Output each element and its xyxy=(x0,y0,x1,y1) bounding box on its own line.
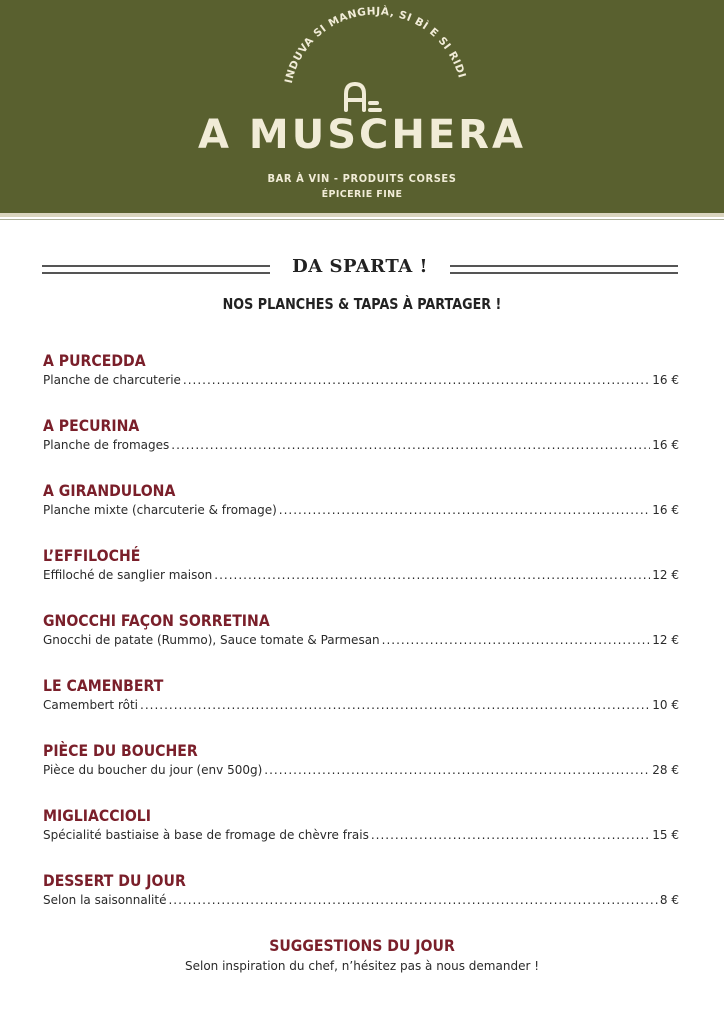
right-double-rule xyxy=(450,265,678,274)
item-name: LE CAMENBERT xyxy=(43,676,164,695)
item-price: 28 € xyxy=(652,763,679,777)
dot-leader xyxy=(171,437,650,453)
item-price: 16 € xyxy=(652,438,679,452)
item-price: 8 € xyxy=(659,893,679,907)
A-monogram-icon xyxy=(346,84,380,110)
section-heading xyxy=(42,256,678,282)
item-price: 16 € xyxy=(652,503,679,517)
suggestions-title: SUGGESTIONS DU JOUR xyxy=(269,936,455,955)
logo-arc-text: INDUVA SI MANGHJÀ, SI BÌ E SI RIDI xyxy=(282,5,468,85)
dot-leader xyxy=(214,567,650,583)
item-price: 15 € xyxy=(652,828,679,842)
item-name: A PECURINA xyxy=(43,416,140,435)
dot-leader xyxy=(183,372,650,388)
header-divider-thin xyxy=(0,219,724,220)
header-banner xyxy=(0,0,724,213)
section-title: DA SPARTA ! xyxy=(292,256,428,277)
item-description: Planche mixte (charcuterie & fromage) xyxy=(43,503,277,517)
item-name: GNOCCHI FAÇON SORRETINA xyxy=(43,611,270,630)
brand-name: A MUSCHERA xyxy=(198,112,526,158)
dot-leader xyxy=(371,827,650,843)
item-price: 10 € xyxy=(652,698,679,712)
item-name: L’EFFILOCHÉ xyxy=(43,546,141,565)
menu-list xyxy=(43,351,679,936)
menu-item xyxy=(43,416,679,481)
item-description: Selon la saisonnalité xyxy=(43,893,167,907)
item-description: Pièce du boucher du jour (env 500g) xyxy=(43,763,263,777)
menu-item xyxy=(43,806,679,871)
section-subtitle: NOS PLANCHES & TAPAS À PARTAGER ! xyxy=(222,295,502,313)
item-name: A PURCEDDA xyxy=(43,351,146,370)
brand-subtitle-2: ÉPICERIE FINE xyxy=(321,189,403,200)
menu-item xyxy=(43,676,679,741)
item-name: PIÈCE DU BOUCHER xyxy=(43,741,198,760)
item-description: Gnocchi de patate (Rummo), Sauce tomate & Parmesan xyxy=(43,633,380,647)
dot-leader xyxy=(382,632,651,648)
item-price: 16 € xyxy=(652,373,679,387)
header-divider xyxy=(0,213,724,217)
dot-leader xyxy=(264,762,650,778)
menu-item xyxy=(43,481,679,546)
menu-item xyxy=(43,351,679,416)
item-description: Planche de charcuterie xyxy=(43,373,181,387)
dot-leader xyxy=(279,502,651,518)
item-name: MIGLIACCIOLI xyxy=(43,806,152,825)
menu-item xyxy=(43,871,679,936)
suggestions-text: Selon inspiration du chef, n’hésitez pas à nous demander ! xyxy=(184,959,540,973)
item-price: 12 € xyxy=(652,633,679,647)
dot-leader xyxy=(168,892,657,908)
item-description: Planche de fromages xyxy=(43,438,170,452)
item-description: Camembert rôti xyxy=(43,698,138,712)
item-description: Spécialité bastiaise à base de fromage de chèvre frais xyxy=(43,828,369,842)
item-name: DESSERT DU JOUR xyxy=(43,871,186,890)
dot-leader xyxy=(140,697,650,713)
item-price: 12 € xyxy=(652,568,679,582)
item-description: Effiloché de sanglier maison xyxy=(43,568,213,582)
menu-item xyxy=(43,546,679,611)
item-name: A GIRANDULONA xyxy=(43,481,176,500)
menu-item xyxy=(43,611,679,676)
brand-subtitle: BAR À VIN - PRODUITS CORSES xyxy=(267,172,457,185)
menu-item xyxy=(43,741,679,806)
